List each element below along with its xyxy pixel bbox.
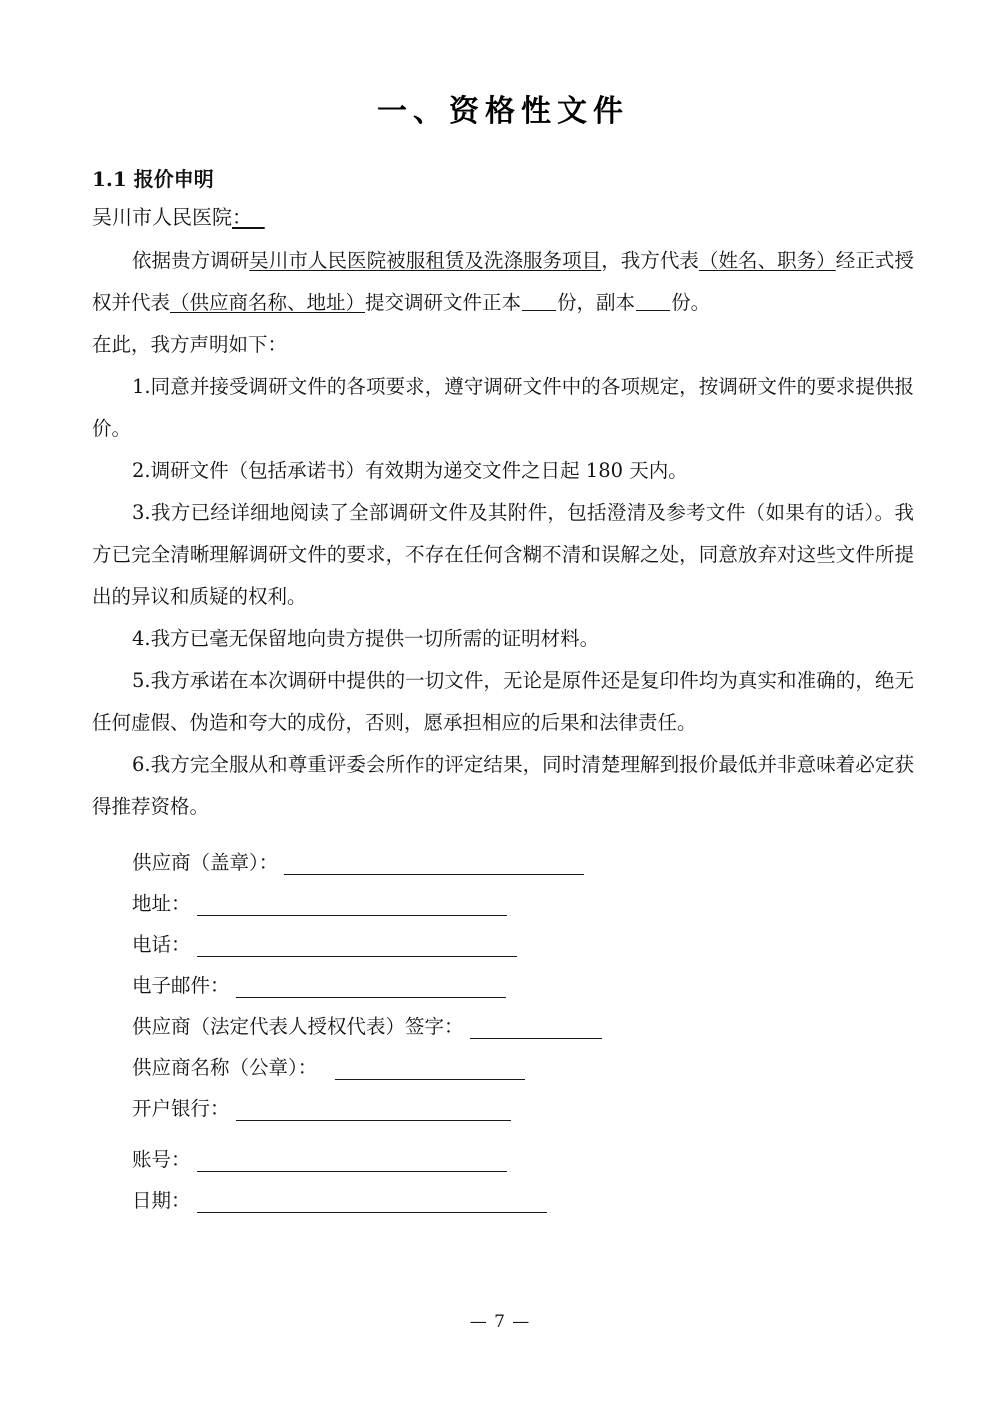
- original-copies-unit: 份，副本: [557, 291, 636, 314]
- page-content: [92, 0, 914, 1221]
- field-phone-input[interactable]: [197, 956, 517, 957]
- clause-3-text: 我方已经详细地阅读了全部调研文件及其附件，包括澄清及参考文件（如果有的话）。我方已完全清晰理解调研文件的要求，不存在任何含糊不清和误解之处，同意放弃对这些文件所提出的异议和质疑的权利。: [92, 501, 914, 608]
- section-heading-1-1: 1.1 报价申明: [92, 167, 214, 191]
- clause-2-text: 调研文件（包括承诺书）有效期为递交文件之日起 180 天内。: [150, 459, 688, 482]
- field-supplier-name-label: 供应商名称（公章）：: [132, 1056, 318, 1079]
- field-account: [132, 1139, 914, 1180]
- field-supplier-name-input[interactable]: [335, 1079, 525, 1080]
- clause-6-text: 我方完全服从和尊重评委会所作的评定结果，同时清楚理解到报价最低并非意味着必定获得推荐资格。: [92, 753, 914, 818]
- field-bank-input[interactable]: [236, 1120, 511, 1121]
- intro-paragraph: [92, 240, 914, 324]
- addressee-name: 吴川市人民医院: [92, 205, 232, 229]
- field-account-label: 账号：: [132, 1148, 191, 1171]
- field-email-label: 电子邮件：: [132, 974, 230, 997]
- representative-placeholder: （姓名、职务）: [698, 249, 836, 272]
- intro-after-project: ，我方代表: [601, 249, 699, 272]
- field-account-input[interactable]: [197, 1171, 507, 1172]
- addressee-line: [92, 195, 914, 234]
- clause-4-text: 我方已毫无保留地向贵方提供一切所需的证明材料。: [150, 627, 600, 650]
- page-footer-number: — 7 —: [469, 1312, 531, 1332]
- field-bank-label: 开户银行：: [132, 1097, 230, 1120]
- clause-4: [92, 618, 914, 660]
- supplier-placeholder: （供应商名称、地址）: [170, 291, 366, 314]
- field-address: [132, 883, 914, 924]
- field-supplier-seal-input[interactable]: [284, 874, 584, 875]
- clause-3-number: 3.: [132, 501, 151, 524]
- project-name: 吴川市人民医院被服租赁及洗涤服务项目: [249, 249, 602, 272]
- field-date: [132, 1180, 914, 1221]
- field-email-input[interactable]: [236, 997, 506, 998]
- field-phone: [132, 924, 914, 965]
- field-supplier-seal: [132, 842, 914, 883]
- addressee-blank: [252, 205, 265, 229]
- clause-2-number: 2.: [132, 459, 151, 482]
- field-phone-label: 电话：: [132, 933, 191, 956]
- clause-1: [92, 366, 914, 450]
- field-address-label: 地址：: [132, 892, 191, 915]
- field-date-input[interactable]: [197, 1212, 547, 1213]
- field-email: [132, 965, 914, 1006]
- intro-after-supplier: 提交调研文件正本: [365, 291, 522, 314]
- signature-block: [92, 842, 914, 1221]
- clause-5: [92, 660, 914, 744]
- declaration-lead: 在此，我方声明如下：: [92, 333, 288, 356]
- clause-4-number: 4.: [132, 627, 151, 650]
- clause-6-number: 6.: [132, 753, 151, 776]
- field-date-label: 日期：: [132, 1189, 191, 1212]
- field-bank: [132, 1088, 914, 1129]
- clause-5-text: 我方承诺在本次调研中提供的一切文件，无论是原件还是复印件均为真实和准确的，绝无任何虚假、伪造和夸大的成份，否则，愿承担相应的后果和法律责任。: [92, 669, 914, 734]
- clause-3: [92, 492, 914, 618]
- page-title: 一、资格性文件: [377, 94, 629, 129]
- duplicate-copies-unit: 份。: [671, 291, 711, 314]
- clause-1-number: 1.: [132, 375, 151, 398]
- intro-after-representative: 经正式授权并代表: [92, 249, 914, 314]
- clause-2: [92, 450, 914, 492]
- field-authorized-signature-label: 供应商（法定代表人授权代表）签字：: [132, 1015, 464, 1038]
- clause-5-number: 5.: [132, 669, 151, 692]
- clause-6: [92, 744, 914, 828]
- intro-lead: 依据贵方调研: [132, 249, 250, 272]
- addressee-colon: ：: [232, 205, 252, 229]
- field-supplier-name: [132, 1047, 914, 1088]
- original-copies-blank[interactable]: [522, 310, 556, 311]
- clause-1-text: 同意并接受调研文件的各项要求，遵守调研文件中的各项规定，按调研文件的要求提供报价。: [92, 375, 914, 440]
- field-authorized-signature: [132, 1006, 914, 1047]
- field-address-input[interactable]: [197, 915, 507, 916]
- field-supplier-seal-label: 供应商（盖章）：: [132, 851, 279, 874]
- duplicate-copies-blank[interactable]: [636, 310, 670, 311]
- field-authorized-signature-input[interactable]: [470, 1038, 602, 1039]
